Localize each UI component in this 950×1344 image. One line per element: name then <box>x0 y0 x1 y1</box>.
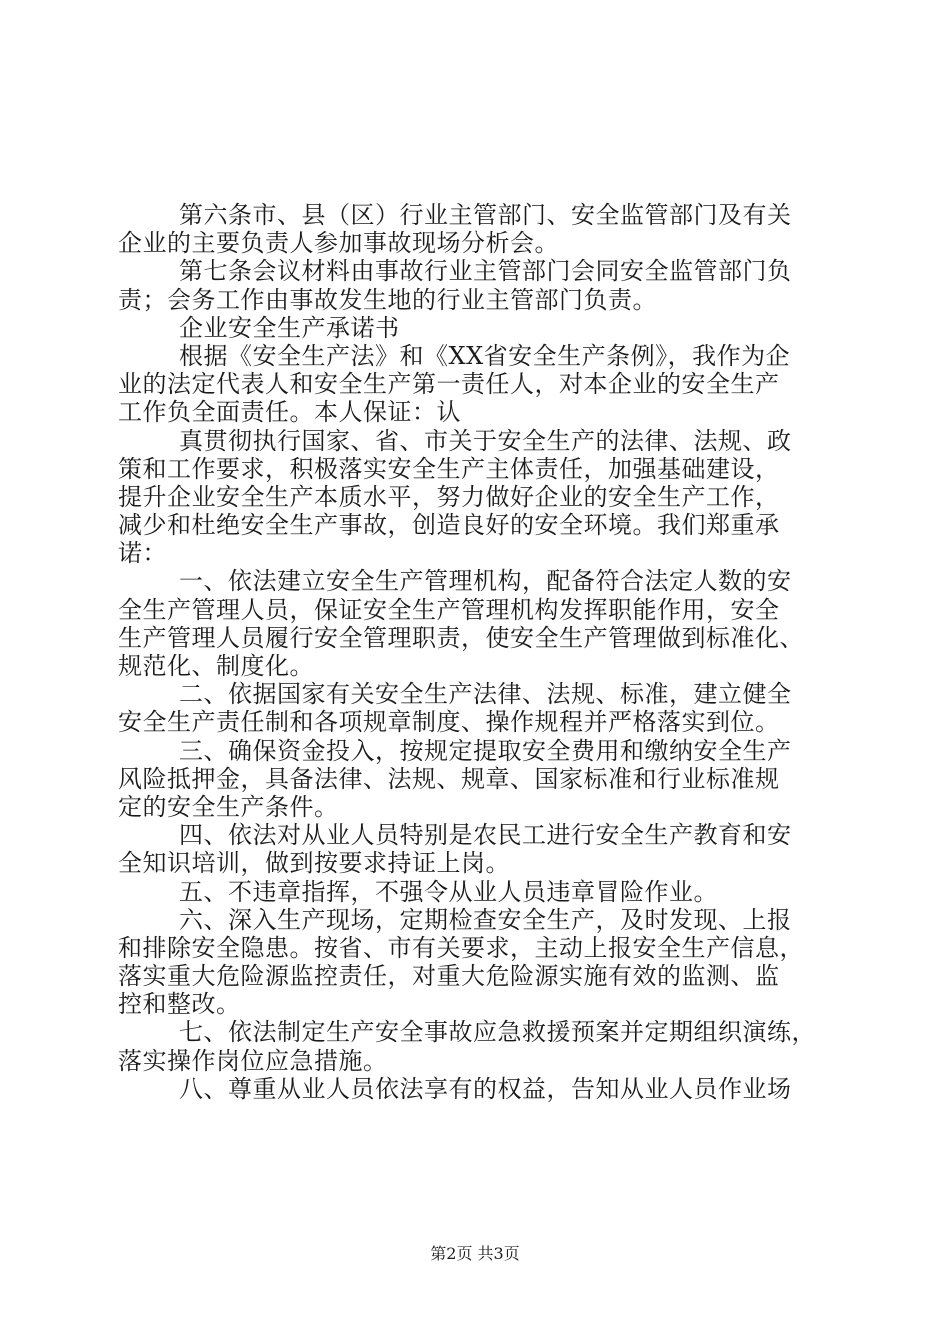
text-line: 落实重大危险源监控责任，对重大危险源实施有效的监测、监 <box>118 962 780 991</box>
text-line: 六、深入生产现场，定期检查安全生产，及时发现、上报 <box>179 905 792 934</box>
text-line: 全知识培训，做到按要求持证上岗。 <box>118 849 510 878</box>
text-line: 规范化、制度化。 <box>118 652 314 680</box>
text-line: 八、尊重从业人员依法享有的权益，告知从业人员作业场 <box>179 1074 792 1103</box>
text-line: 策和工作要求，积极落实安全生产主体责任，加强基础建设， <box>118 454 780 483</box>
text-line: 根据《安全生产法》和《XX省安全生产条例》，我作为企 <box>179 341 791 370</box>
text-line: 控和整改。 <box>118 990 241 1019</box>
text-line: 定的安全生产条件。 <box>118 792 339 821</box>
text-line: 全生产管理人员，保证安全生产管理机构发挥职能作用，安全 <box>118 595 780 624</box>
text-line: 风险抵押金，具备法律、法规、规章、国家标准和行业标准规 <box>118 764 780 793</box>
text-line: 第七条会议材料由事故行业主管部门会同安全监管部门负 <box>179 257 792 286</box>
text-line: 三、确保资金投入，按规定提取安全费用和缴纳安全生产 <box>179 736 792 765</box>
text-line: 四、依法对从业人员特别是农民工进行安全生产教育和安 <box>179 821 792 850</box>
text-line: 和排除安全隐患。按省、市有关要求，主动上报安全生产信息， <box>118 933 804 962</box>
text-line: 企业的主要负责人参加事故现场分析会。 <box>118 229 559 258</box>
text-line: 五、不违章指挥，不强令从业人员违章冒险作业。 <box>179 877 718 906</box>
text-line: 减少和杜绝安全生产事故，创造良好的安全环境。我们郑重承 <box>118 511 780 540</box>
text-line: 生产管理人员履行安全管理职责，使安全生产管理做到标准化、 <box>118 623 804 652</box>
page-footer <box>0 1243 950 1265</box>
text-line: 七、依法制定生产安全事故应急救援预案并定期组织演练， <box>179 1018 816 1047</box>
text-line: 责；会务工作由事故发生地的行业主管部门负责。 <box>118 285 657 314</box>
page-number: 第2页 共3页 <box>430 1244 520 1263</box>
text-line: 诺： <box>118 539 167 568</box>
text-line: 真贯彻执行国家、省、市关于安全生产的法律、法规、政 <box>179 426 792 455</box>
text-line: 业的法定代表人和安全生产第一责任人，对本企业的安全生产 <box>118 370 780 399</box>
text-line: 安全生产责任制和各项规章制度、操作规程并严格落实到位。 <box>118 708 780 737</box>
text-line: 提升企业安全生产本质水平，努力做好企业的安全生产工作， <box>118 482 780 511</box>
text-line: 工作负全面责任。本人保证：认 <box>118 398 461 427</box>
text-line: 第六条市、县（区）行业主管部门、安全监管部门及有关 <box>179 201 792 229</box>
text-line: 落实操作岗位应急措施。 <box>118 1046 388 1075</box>
text-line: 一、依法建立安全生产管理机构，配备符合法定人数的安 <box>179 567 792 596</box>
text-line: 二、依据国家有关安全生产法律、法规、标准，建立健全 <box>179 680 792 709</box>
section-heading: 企业安全生产承诺书 <box>179 313 400 342</box>
document-body <box>118 201 836 1103</box>
